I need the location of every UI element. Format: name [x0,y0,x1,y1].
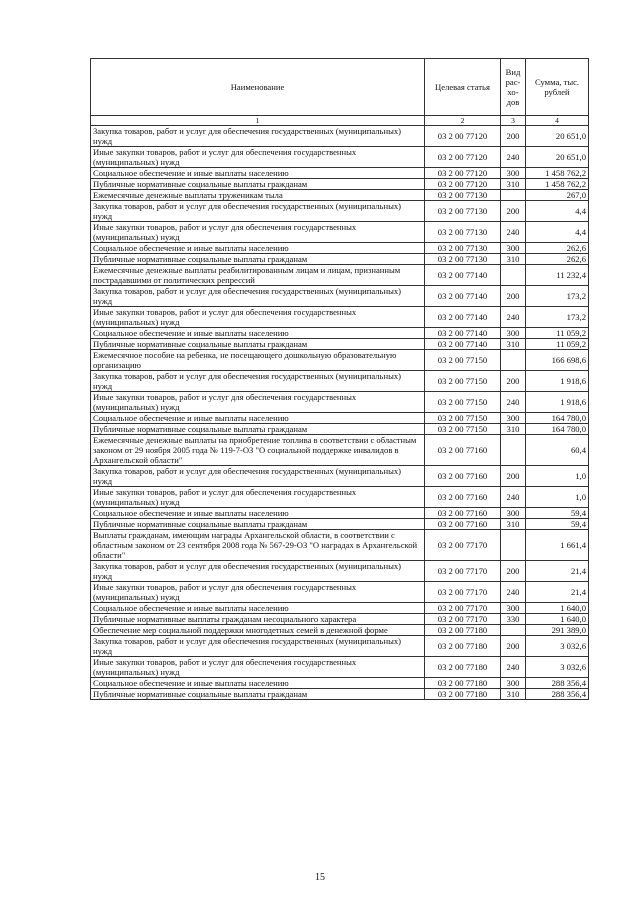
row-sum-cell: 173,2 [526,286,589,307]
header-sum: Сумма, тыс. рублей [526,59,589,116]
row-name-cell: Выплаты гражданам, имеющим награды Архангельской области, в соответствии с областным законом от 23 сентября 2008 года № 567-29-ОЗ "О наградах в Архангельской области" [91,530,425,561]
table-header-row [91,59,589,116]
table-row [91,561,589,582]
row-target-cell: 03 2 00 77130 [425,201,501,222]
row-type-cell: 310 [501,254,526,265]
row-type-cell: 310 [501,689,526,700]
row-target-cell: 03 2 00 77170 [425,561,501,582]
row-type-cell: 240 [501,307,526,328]
table-row [91,254,589,265]
row-name-cell: Иные закупки товаров, работ и услуг для обеспечения государственных (муниципальных) нужд [91,487,425,508]
row-name-cell: Ежемесячное пособие на ребенка, не посещающего дошкольную образовательную организацию [91,350,425,371]
row-sum-cell: 20 651,0 [526,147,589,168]
row-name-cell: Ежемесячные денежные выплаты реабилитированным лицам и лицам, признанным пострадавшими от политических репрессий [91,265,425,286]
row-target-cell: 03 2 00 77120 [425,126,501,147]
row-sum-cell: 4,4 [526,222,589,243]
table-row [91,487,589,508]
table-row [91,466,589,487]
row-name-cell: Закупка товаров, работ и услуг для обеспечения государственных (муниципальных) нужд [91,286,425,307]
row-target-cell: 03 2 00 77140 [425,265,501,286]
row-target-cell: 03 2 00 77150 [425,392,501,413]
row-sum-cell: 291 389,0 [526,625,589,636]
table-row [91,168,589,179]
row-type-cell: 310 [501,424,526,435]
row-target-cell: 03 2 00 77160 [425,508,501,519]
table-row [91,222,589,243]
row-name-cell: Закупка товаров, работ и услуг для обеспечения государственных (муниципальных) нужд [91,561,425,582]
row-type-cell: 300 [501,243,526,254]
table-row [91,614,589,625]
row-target-cell: 03 2 00 77130 [425,243,501,254]
row-name-cell: Публичные нормативные выплаты гражданам несоциального характера [91,614,425,625]
row-name-cell: Социальное обеспечение и иные выплаты населению [91,328,425,339]
table-row [91,392,589,413]
row-sum-cell: 166 698,6 [526,350,589,371]
row-target-cell: 03 2 00 77160 [425,519,501,530]
row-name-cell: Иные закупки товаров, работ и услуг для обеспечения государственных (муниципальных) нужд [91,392,425,413]
row-type-cell: 300 [501,413,526,424]
row-name-cell: Социальное обеспечение и иные выплаты населению [91,603,425,614]
row-type-cell [501,530,526,561]
row-sum-cell: 1 458 762,2 [526,168,589,179]
row-name-cell: Публичные нормативные социальные выплаты гражданам [91,519,425,530]
budget-table [90,58,589,700]
row-type-cell: 300 [501,603,526,614]
row-type-cell: 200 [501,286,526,307]
row-name-cell: Закупка товаров, работ и услуг для обеспечения государственных (муниципальных) нужд [91,636,425,657]
table-row [91,179,589,190]
row-type-cell: 240 [501,222,526,243]
column-number-row [91,116,589,126]
row-name-cell: Закупка товаров, работ и услуг для обеспечения государственных (муниципальных) нужд [91,126,425,147]
table-row [91,530,589,561]
row-type-cell: 330 [501,614,526,625]
row-target-cell: 03 2 00 77130 [425,254,501,265]
row-sum-cell: 1 661,4 [526,530,589,561]
row-type-cell: 200 [501,201,526,222]
row-type-cell: 310 [501,519,526,530]
table-row [91,126,589,147]
row-sum-cell: 4,4 [526,201,589,222]
row-target-cell: 03 2 00 77150 [425,413,501,424]
row-name-cell: Ежемесячные денежные выплаты на приобретение топлива в соответствии с областным законом от 29 ноября 2005 года № 119-7-ОЗ "О социальной поддержке инвалидов в Архангельской области" [91,435,425,466]
row-sum-cell: 21,4 [526,561,589,582]
row-target-cell: 03 2 00 77160 [425,435,501,466]
table-row [91,243,589,254]
row-sum-cell: 3 032,6 [526,636,589,657]
table-row [91,424,589,435]
column-number: 3 [501,116,526,126]
row-name-cell: Закупка товаров, работ и услуг для обеспечения государственных (муниципальных) нужд [91,201,425,222]
table-row [91,603,589,614]
row-target-cell: 03 2 00 77170 [425,530,501,561]
row-target-cell: 03 2 00 77120 [425,179,501,190]
row-sum-cell: 11 059,2 [526,328,589,339]
row-type-cell [501,265,526,286]
row-target-cell: 03 2 00 77140 [425,286,501,307]
table-row [91,328,589,339]
header-target: Целевая статья [425,59,501,116]
row-target-cell: 03 2 00 77180 [425,636,501,657]
header-name: Наименование [91,59,425,116]
row-type-cell [501,350,526,371]
row-name-cell: Закупка товаров, работ и услуг для обеспечения государственных (муниципальных) нужд [91,466,425,487]
row-target-cell: 03 2 00 77140 [425,307,501,328]
table-row [91,657,589,678]
row-sum-cell: 288 356,4 [526,689,589,700]
row-name-cell: Публичные нормативные социальные выплаты гражданам [91,179,425,190]
row-target-cell: 03 2 00 77120 [425,147,501,168]
row-sum-cell: 267,0 [526,190,589,201]
row-sum-cell: 11 059,2 [526,339,589,350]
row-name-cell: Социальное обеспечение и иные выплаты населению [91,508,425,519]
table-row [91,625,589,636]
table-row [91,582,589,603]
row-type-cell: 300 [501,168,526,179]
row-name-cell: Социальное обеспечение и иные выплаты населению [91,168,425,179]
column-number: 2 [425,116,501,126]
row-type-cell: 200 [501,371,526,392]
row-type-cell: 310 [501,339,526,350]
row-sum-cell: 1 640,0 [526,603,589,614]
row-target-cell: 03 2 00 77180 [425,625,501,636]
row-sum-cell: 262,6 [526,243,589,254]
row-target-cell: 03 2 00 77170 [425,582,501,603]
row-type-cell: 200 [501,561,526,582]
row-target-cell: 03 2 00 77130 [425,222,501,243]
row-name-cell: Обеспечение мер социальной поддержки многодетных семей в денежной форме [91,625,425,636]
table-row [91,678,589,689]
row-sum-cell: 1,0 [526,466,589,487]
row-type-cell [501,625,526,636]
row-type-cell: 200 [501,636,526,657]
row-name-cell: Ежемесячные денежные выплаты труженикам тыла [91,190,425,201]
row-sum-cell: 164 780,0 [526,413,589,424]
row-target-cell: 03 2 00 77180 [425,657,501,678]
row-name-cell: Закупка товаров, работ и услуг для обеспечения государственных (муниципальных) нужд [91,371,425,392]
row-sum-cell: 20 651,0 [526,126,589,147]
row-sum-cell: 11 232,4 [526,265,589,286]
row-target-cell: 03 2 00 77160 [425,466,501,487]
table-row [91,435,589,466]
row-target-cell: 03 2 00 77140 [425,339,501,350]
row-sum-cell: 262,6 [526,254,589,265]
row-target-cell: 03 2 00 77170 [425,614,501,625]
row-target-cell: 03 2 00 77170 [425,603,501,614]
row-name-cell: Социальное обеспечение и иные выплаты населению [91,413,425,424]
row-type-cell: 240 [501,657,526,678]
row-type-cell: 310 [501,179,526,190]
row-type-cell [501,190,526,201]
row-target-cell: 03 2 00 77160 [425,487,501,508]
row-name-cell: Иные закупки товаров, работ и услуг для обеспечения государственных (муниципальных) нужд [91,307,425,328]
row-sum-cell: 60,4 [526,435,589,466]
row-name-cell: Социальное обеспечение и иные выплаты населению [91,678,425,689]
header-type: Вид рас- хо- дов [501,59,526,116]
row-name-cell: Иные закупки товаров, работ и услуг для обеспечения государственных (муниципальных) нужд [91,222,425,243]
table-row [91,413,589,424]
table-row [91,339,589,350]
table-row [91,350,589,371]
row-target-cell: 03 2 00 77120 [425,168,501,179]
table-row [91,689,589,700]
row-type-cell: 240 [501,487,526,508]
column-number: 1 [91,116,425,126]
row-sum-cell: 288 356,4 [526,678,589,689]
row-type-cell: 200 [501,466,526,487]
table-row [91,286,589,307]
row-sum-cell: 1 918,6 [526,392,589,413]
row-sum-cell: 1 640,0 [526,614,589,625]
row-sum-cell: 59,4 [526,508,589,519]
row-sum-cell: 59,4 [526,519,589,530]
row-name-cell: Иные закупки товаров, работ и услуг для обеспечения государственных (муниципальных) нужд [91,657,425,678]
row-sum-cell: 3 032,6 [526,657,589,678]
row-sum-cell: 1 458 762,2 [526,179,589,190]
row-target-cell: 03 2 00 77150 [425,424,501,435]
row-name-cell: Публичные нормативные социальные выплаты гражданам [91,689,425,700]
table-row [91,307,589,328]
row-target-cell: 03 2 00 77140 [425,328,501,339]
table-row [91,636,589,657]
table-row [91,147,589,168]
row-name-cell: Публичные нормативные социальные выплаты гражданам [91,424,425,435]
row-target-cell: 03 2 00 77180 [425,689,501,700]
table-body [91,126,589,700]
table-row [91,265,589,286]
row-name-cell: Иные закупки товаров, работ и услуг для обеспечения государственных (муниципальных) нужд [91,582,425,603]
row-type-cell: 240 [501,582,526,603]
row-sum-cell: 21,4 [526,582,589,603]
page-number: 15 [315,872,325,883]
row-type-cell: 300 [501,678,526,689]
column-number: 4 [526,116,589,126]
row-name-cell: Публичные нормативные социальные выплаты гражданам [91,339,425,350]
row-type-cell: 200 [501,126,526,147]
row-target-cell: 03 2 00 77150 [425,350,501,371]
table-row [91,371,589,392]
row-sum-cell: 173,2 [526,307,589,328]
row-type-cell: 300 [501,328,526,339]
table-row [91,508,589,519]
row-type-cell: 240 [501,147,526,168]
table-row [91,519,589,530]
row-name-cell: Публичные нормативные социальные выплаты гражданам [91,254,425,265]
row-name-cell: Социальное обеспечение и иные выплаты населению [91,243,425,254]
table-row [91,190,589,201]
row-target-cell: 03 2 00 77150 [425,371,501,392]
row-sum-cell: 1 918,6 [526,371,589,392]
row-target-cell: 03 2 00 77130 [425,190,501,201]
row-target-cell: 03 2 00 77180 [425,678,501,689]
row-type-cell: 300 [501,508,526,519]
row-sum-cell: 164 780,0 [526,424,589,435]
row-type-cell: 240 [501,392,526,413]
row-name-cell: Иные закупки товаров, работ и услуг для обеспечения государственных (муниципальных) нужд [91,147,425,168]
row-type-cell [501,435,526,466]
row-sum-cell: 1,0 [526,487,589,508]
table-row [91,201,589,222]
